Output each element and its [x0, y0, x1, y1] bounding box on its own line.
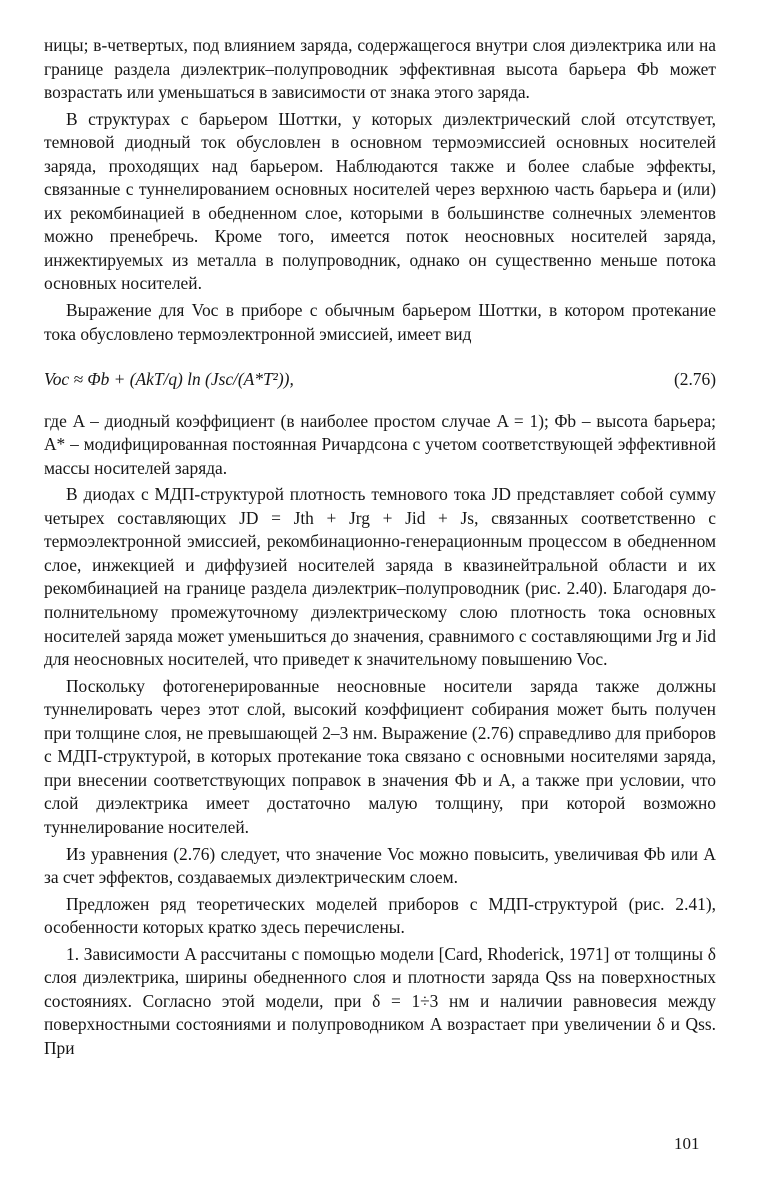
equation-formula: Voc ≈ Φb + (AkT/q) ln (Jsc/(A*T²)),	[44, 369, 294, 390]
paragraph-9: 1. Зависимости A рассчитаны с помощью модели [Card, Rhoderick, 1971] от толщины δ слоя диэлектрика, ширины обедненного слоя и плотности заряда Qss на поверхностных состояниях. Согласно этой модели, при δ = 1÷3 нм и наличии равновесия между поверхностными состояниями и полупроводником A возрастает при увеличении δ и Qss. При	[44, 943, 716, 1058]
page-number: 101	[674, 1134, 700, 1153]
page-body	[44, 34, 716, 1060]
paragraph-4: где A – диодный коэффициент (в наиболее простом случае A = 1); Φb – высота барьера; A* – модифицированная постоянная Ричардсона с учетом соответствующей эффективной массы носителей заряда.	[44, 410, 716, 478]
equation-number: (2.76)	[673, 369, 716, 390]
paragraph-7: Из уравнения (2.76) следует, что значение Voc можно повысить, увеличивая Φb или A за счет эффектов, создаваемых диэлектрическим слоем.	[44, 843, 716, 888]
paragraph-1: ницы; в-четвертых, под влиянием заряда, содержащегося внутри слоя диэлектрика или на границе раздела диэлектрик–полупроводник эффективная высота барьера Φb может возрастать или уменьшаться в зависимости от знака этого заряда.	[44, 35, 716, 103]
paragraph-3: Выражение для Voc в приборе с обычным барьером Шоттки, в котором протекание тока обусловлено термоэлектронной эмиссией, имеет вид	[44, 300, 716, 344]
paragraph-5: В диодах с МДП-структурой плотность темнового тока JD представляет собой сумму четырех составляющих JD = Jth + Jrg + Jid + Js, связанных соответственно с термоэлектронной эмиссией, рекомбинационно-генерационным процессом в обедненном слое, инжекцией и диффузией носителей заряда в квазинейтральной области и их рекомбинацией на границе раздела диэлектрик–полупроводник (рис. 2.40). Благодаря дополнительному промежуточному диэлектрическому слою плотность тока основных носителей заряда может уменьшиться до значения, сравнимого с составляющими Jrg и Jid для неосновных носителей, что приведет к значительному повышению Voc.	[44, 484, 716, 670]
paragraph-2: В структурах с барьером Шоттки, у которых диэлектрический слой отсутствует, темновой диодный ток обусловлен в основном термоэмиссией основных носителей заряда, проходящих над барьером. Наблюдаются также и более слабые эффекты, связанные с туннелированием основных носителей через верхнюю часть барьера и (или) их рекомбинацией в обедненном слое, которыми в большинстве солнечных элементов можно пренебречь. Кроме того, имеется поток неосновных носителей заряда, инжектируемых из металла в полупроводник, однако он существенно меньше потока основных носителей.	[44, 108, 716, 294]
paragraph-6: Поскольку фотогенерированные неосновные носители заряда также должны туннелировать через этот слой, высокий коэффициент собирания может быть получен при толщине слоя, не превышающей 2–3 нм. Выражение (2.76) справедливо для приборов с МДП-структурой, в которых протекание тока связано с основными носителями заряда, при внесении соответствующих поправок в значения Φb и A, а также при условии, что слой диэлектрика имеет достаточно малую толщину, при которой возможно туннелирование носителей.	[44, 675, 716, 837]
equation-2-76	[44, 368, 716, 392]
paragraph-8: Предложен ряд теоретических моделей приборов с МДП-структурой (рис. 2.41), особенности которых кратко здесь перечислены.	[44, 893, 716, 938]
